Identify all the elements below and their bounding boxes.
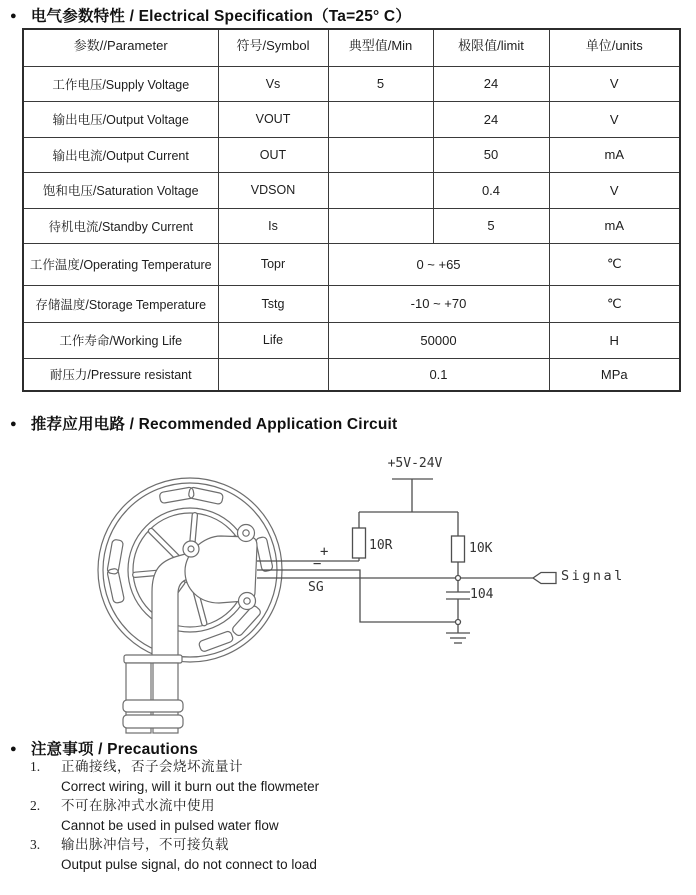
bullet-icon: ● [10,742,17,755]
table-cell: 工作寿命/Working Life [23,322,218,358]
plus-wire-label: + [320,544,329,560]
table-cell: Topr [218,243,328,285]
precautions-heading [10,737,198,759]
precaution-item [30,835,650,874]
table-cell: Is [218,208,328,243]
precaution-number: 1. [30,759,41,774]
table-row [23,243,680,285]
column-header-parameter: 参数//Parameter [23,29,218,66]
precautions-list [30,757,650,874]
resistor-10k-label: 10K [469,541,493,556]
table-cell: 工作电压/Supply Voltage [23,66,218,101]
spec-table [22,28,681,392]
table-cell: 5 [433,208,549,243]
table-cell: mA [549,208,680,243]
sg-wire-label: SG [308,580,324,595]
minus-wire-label: − [313,556,322,572]
spec-table-header-row [23,29,680,66]
precaution-text-cn: 不可在脉冲式水流中使用 [61,798,215,813]
capacitor-104-label: 104 [470,587,494,602]
table-cell: 24 [433,101,549,137]
table-row [23,172,680,208]
table-cell: 工作温度/Operating Temperature [23,243,218,285]
precaution-number: 2. [30,798,41,813]
table-cell: mA [549,137,680,172]
table-cell: V [549,101,680,137]
table-cell: V [549,172,680,208]
precautions-title: 注意事项 / Precautions [30,741,199,758]
table-cell: V [549,66,680,101]
table-cell: 0.1 [328,358,549,391]
table-cell: 50000 [328,322,549,358]
table-row [23,358,680,391]
table-cell: 待机电流/Standby Current [23,208,218,243]
table-cell: H [549,322,680,358]
table-cell [328,137,433,172]
table-row [23,66,680,101]
table-cell [328,101,433,137]
table-cell: 输出电流/Output Current [23,137,218,172]
table-cell: 存储温度/Storage Temperature [23,285,218,322]
precaution-text-en: Correct wiring, will it burn out the flowmeter [61,778,320,794]
table-cell: 0 ~ +65 [328,243,549,285]
table-cell [328,172,433,208]
table-cell: 输出电压/Output Voltage [23,101,218,137]
precaution-text-cn: 输出脉冲信号，不可接负载 [61,837,229,852]
table-cell: 耐压力/Pressure resistant [23,358,218,391]
table-row [23,322,680,358]
precaution-text-en: Output pulse signal, do not connect to load [61,856,317,872]
circuit-diagram [85,450,655,748]
column-header-min: 典型值/Min [328,29,433,66]
precaution-number: 3. [30,837,41,852]
application-circuit-heading [10,412,397,434]
precaution-item [30,796,650,835]
resistor-10r-label: 10R [369,538,393,553]
supply-voltage-label: +5V-24V [387,456,443,471]
table-cell: 饱和电压/Saturation Voltage [23,172,218,208]
table-cell: 50 [433,137,549,172]
table-cell: ℃ [549,285,680,322]
table-cell: 0.4 [433,172,549,208]
table-cell: OUT [218,137,328,172]
precaution-text-en: Cannot be used in pulsed water flow [61,817,279,833]
application-circuit-title: 推荐应用电路 / Recommended Application Circuit [30,416,398,433]
bullet-icon: ● [10,417,17,430]
electrical-spec-heading [10,4,411,26]
table-cell: VDSON [218,172,328,208]
table-cell: -10 ~ +70 [328,285,549,322]
table-cell: Tstg [218,285,328,322]
column-header-units: 单位/units [549,29,680,66]
table-cell: MPa [549,358,680,391]
table-cell: 5 [328,66,433,101]
table-row [23,208,680,243]
table-row [23,137,680,172]
table-cell: Vs [218,66,328,101]
table-row [23,285,680,322]
table-row [23,101,680,137]
table-cell: 24 [433,66,549,101]
column-header-symbol: 符号/Symbol [218,29,328,66]
electrical-spec-title: 电气参数特性 / Electrical Specification（Ta=25° C） [30,8,412,25]
table-cell: ℃ [549,243,680,285]
spec-table-body [23,66,680,391]
precaution-text-cn: 正确接线，否子会烧坏流量计 [61,759,243,774]
bullet-icon: ● [10,9,17,22]
table-cell [328,208,433,243]
precaution-item [30,757,650,796]
table-cell [218,358,328,391]
table-cell: VOUT [218,101,328,137]
table-cell: Life [218,322,328,358]
signal-net-label: Signal [561,568,625,584]
column-header-limit: 极限值/limit [433,29,549,66]
